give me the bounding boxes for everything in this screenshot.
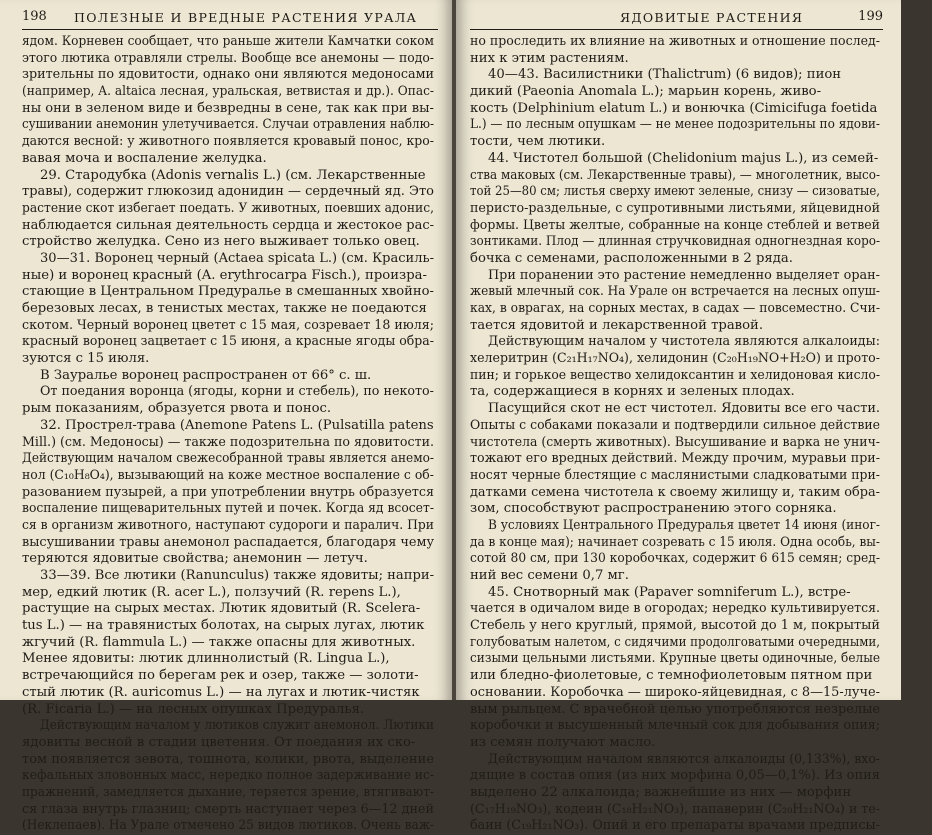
text-line: вавая моча и воспаление желудка. (22, 150, 267, 166)
text-line: стающие в Центральном Предуралье в смешанных хвойно- (22, 284, 435, 300)
text-line: или бледно-фиолетовые, с темнофиолетовым пятном при (470, 668, 873, 684)
text-line: чается в одичалом виде в огородах; нередко культивируется. (470, 601, 881, 617)
text-line: том появляется зевота, тошнота, колики, рвота, выделение (22, 751, 435, 767)
text-line: коробочки и высушенный млечный сок для добывания опия; (470, 718, 881, 734)
text-line: рым показаниям, образуется рвота и понос. (22, 401, 332, 417)
text-line: тости, чем лютики. (470, 134, 606, 150)
text-line: теряются ядовитые свойства; анемонин — летуч. (22, 551, 368, 567)
text-line: высушивании травы анемонол распадается, благодаря чему (22, 534, 435, 550)
text-line: кефальных зловонных масс, нередко полное задерживание ис- (22, 768, 435, 784)
text-line: мер, едкий лютик (R. acer L.), ползучий (R. repens L.), (22, 584, 401, 600)
header-rule (22, 29, 438, 30)
text-line: L.) — по лесным опушкам — не менее подозрительны по ядови- (470, 117, 881, 133)
text-line: Действующим началом являются алкалоиды (0,133%), вхо- (488, 751, 881, 767)
text-line: красный воронец зацветает с 15 июня, а красные ягоды обра- (22, 334, 434, 350)
text-line: (например, A. altaica лесная, уральская, ветвистая и др.). Опас- (22, 84, 435, 100)
text-line: зонтиками. Плод — длинная стручковидная одногнездная коро- (470, 234, 881, 250)
text-line: зом, способствуют распространению этого сорняка. (470, 501, 837, 517)
text-line: Стебель у него круглый, прямой, высотой до 1 м, покрытый (470, 618, 880, 634)
text-line: (R. Ficaria L.) — на лесных опушках Предуралья. (22, 701, 365, 717)
text-line: голубоватым налетом, с сидячими продолговатыми очередными, (470, 634, 881, 650)
text-line: 30—31. Воронец черный (Actaea spicata L.) (см. Красиль- (40, 250, 434, 266)
text-line: выделено 22 алкалоида; важнейшие из них — морфин (470, 784, 852, 800)
text-line: березовых лесах, в тенистых местах, также не поедаются (22, 301, 427, 316)
text-line: ны они в зеленом виде и безвредны в сене, так как при вы- (22, 100, 434, 116)
text-line: пин; и горькое вещество хелидоксантин и хелидоновая кисло- (470, 367, 881, 383)
text-line: та, содержащиеся в корнях и зеленых плодах. (470, 384, 795, 400)
text-line: чистотела (смерть животных). Высушивание и варка не унич- (470, 434, 881, 450)
text-line: них к этим растениям. (470, 50, 629, 66)
text-line: Пасущийся скот не ест чистотел. Ядовиты все его части. (488, 401, 881, 417)
text-line: наблюдается сильная деятельность сердца и жестокое рас- (22, 217, 435, 233)
text-line: жгучий (R. flammula L.) — также опасны для животных. (22, 634, 416, 650)
text-line: В Зауралье воронец распространен от 66° с. ш. (40, 367, 372, 383)
text-line: жевый млечный сок. На Урале он встречается на лесных опуш- (470, 284, 881, 300)
text-line: дящие в состав опия (из них морфина 0,05—0,1%). Из опия (470, 768, 881, 784)
text-line: тожают его вредных действий. Между прочим, муравьи при- (470, 451, 880, 467)
text-line: Опыты с собаками показали и подтвердили сильное действие (470, 417, 880, 433)
text-line: воспаление пищеварительных путей и почек. Когда яд всосет- (22, 501, 435, 517)
text-line: От поедания воронца (ягоды, корни и стебель), по некото- (40, 384, 434, 400)
text-line: 29. Стародубка (Adonis vernalis L.) (см. Лекарственные (40, 167, 426, 183)
text-line: 40—43. Василистники (Thalictrum) (6 видов); пион (488, 67, 842, 83)
text-line: стый лютик (R. auricomus L.) — на лугах и лютик-чистяк (22, 684, 420, 700)
text-line: 33—39. Все лютики (Ranunculus) также ядовиты; напри- (40, 568, 435, 583)
text-line: ные) и воронец красный (A. erythrocarpa Fisch.), произра- (22, 267, 427, 283)
text-line: вым рыльцем. С врачебной целью употребляются незрелые (470, 701, 880, 717)
text-line: ядовиты весной в стадии цветения. От поедания их ско- (22, 734, 416, 750)
text-line: кость (Delphinium elatum L.) и вонючка (Cimicifuga foetida (470, 100, 878, 116)
text-line: пражнений, замедляется дыхание, теряется зрение, втягивают- (22, 784, 434, 800)
text-line: сотой 80 см, при 130 коробочках, содержит 6 615 семян; сред- (470, 551, 880, 567)
page-number: 199 (858, 9, 883, 24)
text-line: баин (C₁₉H₂₁NO₃). Опий и его препараты врачами предписы- (470, 818, 880, 834)
text-line: (C₁₇H₁₉NO₃), кодеин (C₁₈H₂₁NO₃), папаверин (C₂₀H₂₁NO₄) и те- (470, 801, 881, 817)
running-head: ЯДОВИТЫЕ РАСТЕНИЯ (620, 10, 804, 25)
text-line: 44. Чистотел большой (Chelidonium majus L.), из семей- (488, 150, 879, 166)
text-line: той 25—80 см; листья сверху имеют зеленые, снизу — сизоватые, (470, 184, 881, 200)
text-line: основании. Коробочка — широко-яйцевидная, с 8—15-луче- (470, 684, 880, 700)
text-line: да в конце мая); начинает созревать с 15 июля. Одна особь, вы- (470, 534, 880, 550)
text-line: хелеритрин (C₂₁H₁₇NO₄), хелидонин (C₂₀H₁₉NO+H₂O) и прото- (470, 351, 881, 367)
text-line: ся глаза внутрь глазниц; смерть наступает через 6—12 дней (22, 801, 434, 817)
text-line: этого лютика отравляли стрелы. Вообще все анемоны — подо- (22, 50, 434, 66)
text-line: разованием пузырей, а при употреблении внутрь образуется (22, 484, 434, 500)
text-line: носят черные блестящие с маслянистыми сладковатыми при- (470, 467, 881, 483)
text-line: Действующим началом у чистотела являются алкалоиды: (488, 334, 881, 350)
text-line: сушивании анемонин улетучивается. Случаи отравления наблю- (22, 117, 435, 133)
text-line: нол (C₁₀H₈O₄), вызывающий на коже местное воспаление с об- (22, 467, 434, 483)
text-line: ний вес семени 0,7 мг. (470, 568, 629, 583)
text-line: 32. Прострел-трава (Anemone Patens L. (Pulsatilla patens (40, 417, 434, 433)
left-page-text (22, 34, 434, 835)
text-line: ся в организм животного, наступают судороги и паралич. При (22, 517, 435, 533)
text-line: встречающийся по берегам рек и озер, также — золоти- (22, 668, 419, 684)
text-line: растущие на сырых местах. Лютик ядовитый (R. Scelera- (22, 601, 421, 617)
text-line: бочка с семенами, расположенными в 2 ряда. (470, 250, 793, 266)
text-line: зрительны по ядовитости, однако они являются медоносами (22, 67, 434, 83)
text-line: ства маковых (см. Лекарственные травы), — многолетник, высо- (470, 167, 880, 183)
text-line: В условиях Центрального Предуралья цветет 14 июня (иног- (488, 517, 881, 533)
text-line: ках, в оврагах, на сорных местах, в садах — повсеместно. Счи- (470, 301, 880, 316)
right-page-text (470, 34, 880, 835)
text-line: но проследить их влияние на животных и отношение послед- (470, 34, 881, 49)
text-line: 45. Снотворный мак (Papaver somniferum L.), встре- (488, 584, 851, 600)
text-line: травы), содержит глюкозид адонидин — сердечный яд. Это (22, 184, 435, 200)
text-line: даются весной: у животного появляется кровавый понос, кро- (22, 134, 434, 150)
left-page (0, 0, 452, 834)
text-line: растение скот избегает поедать. У животных, поевших адонис, (22, 200, 434, 216)
text-line: формы. Цветы желтые, собранные на конце стеблей и ветвей (470, 217, 880, 233)
left-page-header (22, 9, 438, 29)
text-line: датками семена чистотела к своему жилищу и, таким обра- (470, 484, 880, 500)
text-line: дикий (Paeonia Anomala L.); марьин корень, живо- (470, 84, 822, 100)
text-line: Действующим началом свежесобранной травы является анемо- (22, 451, 435, 467)
text-line: из семян получают масло. (470, 734, 656, 750)
text-line: Менее ядовиты: лютик длиннолистый (R. Lingua L.), (22, 651, 390, 667)
text-line: Mill.) (см. Медоносы) — также подозрительна по ядовитости. (22, 434, 435, 450)
text-line: ядом. Корневен сообщает, что раньше жители Камчатки соком (22, 34, 435, 49)
page-number: 198 (22, 9, 47, 24)
text-line: Действующим началом у лютиков служит анемонол. Лютики (40, 718, 434, 734)
text-line: (Неклепаев). На Урале отмечено 25 видов лютиков. Очень важ- (22, 818, 435, 834)
text-line: При поранении это растение немедленно выделяет оран- (488, 267, 880, 283)
text-line: скотом. Черный воронец цветет с 15 мая, созревает 18 июля; (22, 317, 435, 333)
right-page-header (470, 9, 883, 29)
text-line: зуются с 15 июля. (22, 351, 150, 367)
right-page (456, 0, 901, 834)
text-line: перисто-раздельные, с супротивными листьями, яйцевидной (470, 200, 881, 216)
text-line: сизыми цельными листьями. Крупные цветы одиночные, белые (470, 651, 881, 667)
text-line: тается ядовитой и лекарственной травой. (470, 317, 764, 333)
text-line: стройство желудка. Сено из него выживает только овец. (22, 234, 420, 250)
header-rule (470, 29, 883, 30)
running-head: ПОЛЕЗНЫЕ И ВРЕДНЫЕ РАСТЕНИЯ УРАЛА (74, 10, 418, 25)
text-line: tus L.) — на травянистых болотах, на сырых лугах, лютик (22, 618, 425, 634)
